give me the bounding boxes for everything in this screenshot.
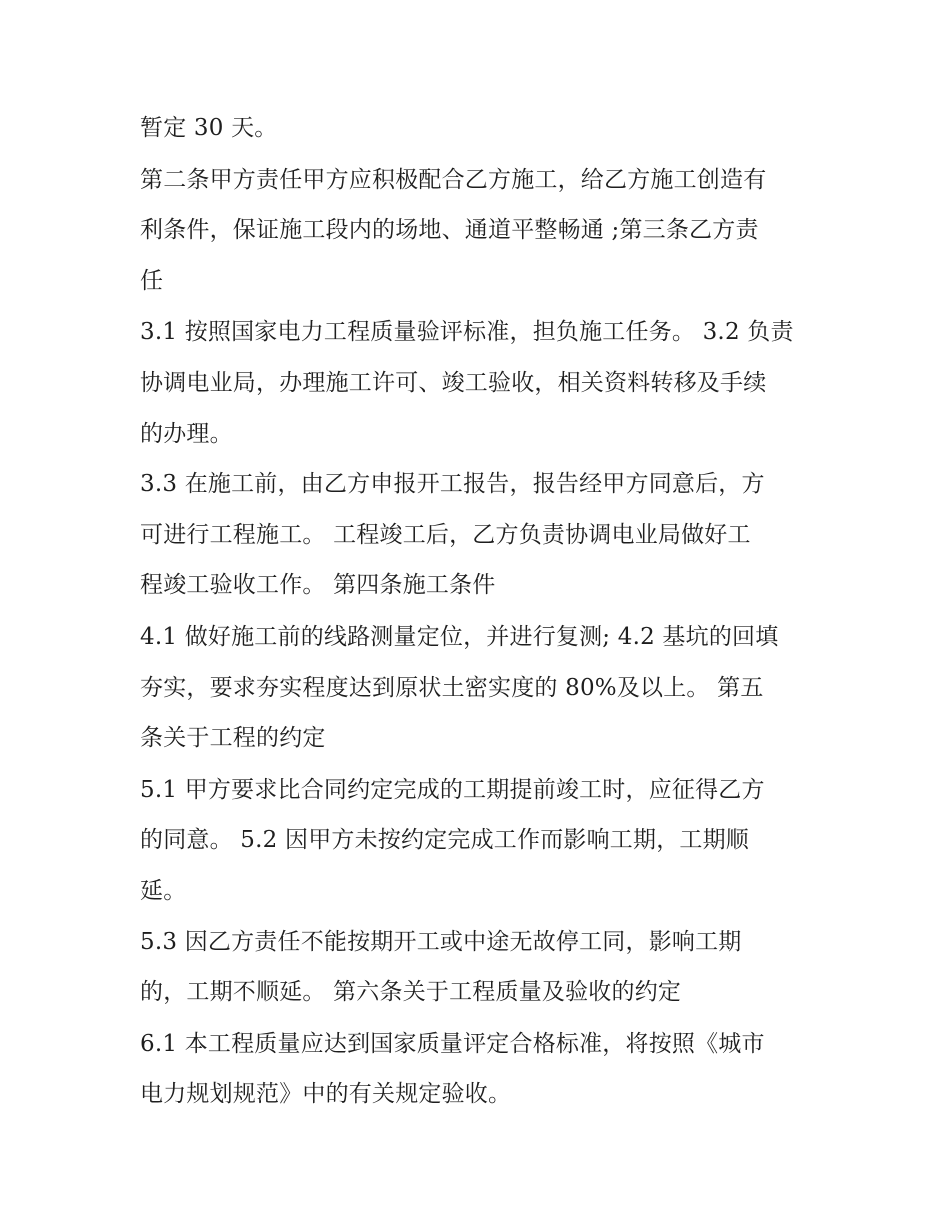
text-line: 协调电业局，办理施工许可、竣工验收，相关资料转移及手续 [140, 370, 767, 396]
text-line: 第二条甲方责任甲方应积极配合乙方施工，给乙方施工创造有 [140, 167, 767, 193]
text-line: 任 [140, 268, 164, 294]
text-line: 4.1 做好施工前的线路测量定位，并进行复测; 4.2 基坑的回填 [140, 624, 779, 650]
text-line: 延。 [140, 878, 187, 904]
text-line: 利条件，保证施工段内的场地、通道平整畅通 ;第三条乙方责 [140, 217, 759, 243]
text-line: 程竣工验收工作。 第四条施工条件 [140, 572, 496, 598]
text-line: 的办理。 [140, 421, 233, 447]
text-line: 电力规划规范》中的有关规定验收。 [140, 1081, 512, 1107]
text-line: 5.1 甲方要求比合同约定完成的工期提前竣工时，应征得乙方 [140, 777, 765, 803]
text-line: 夯实，要求夯实程度达到原状土密实度的 80%及以上。 第五 [140, 675, 764, 701]
text-line: 3.1 按照国家电力工程质量验评标准，担负施工任务。 3.2 负责 [140, 319, 794, 345]
text-line: 暂定 30 天。 [140, 115, 278, 141]
text-line: 可进行工程施工。 工程竣工后，乙方负责协调电业局做好工 [140, 522, 751, 548]
text-line: 条关于工程的约定 [140, 725, 326, 751]
text-line: 的同意。 5.2 因甲方未按约定完成工作而影响工期，工期顺 [140, 827, 749, 853]
text-line: 6.1 本工程质量应达到国家质量评定合格标准，将按照《城市 [140, 1031, 765, 1057]
text-line: 5.3 因乙方责任不能按期开工或中途无故停工同，影响工期 [140, 929, 742, 955]
text-line: 的，工期不顺延。 第六条关于工程质量及验收的约定 [140, 979, 682, 1005]
text-line: 3.3 在施工前，由乙方申报开工报告，报告经甲方同意后，方 [140, 471, 765, 497]
